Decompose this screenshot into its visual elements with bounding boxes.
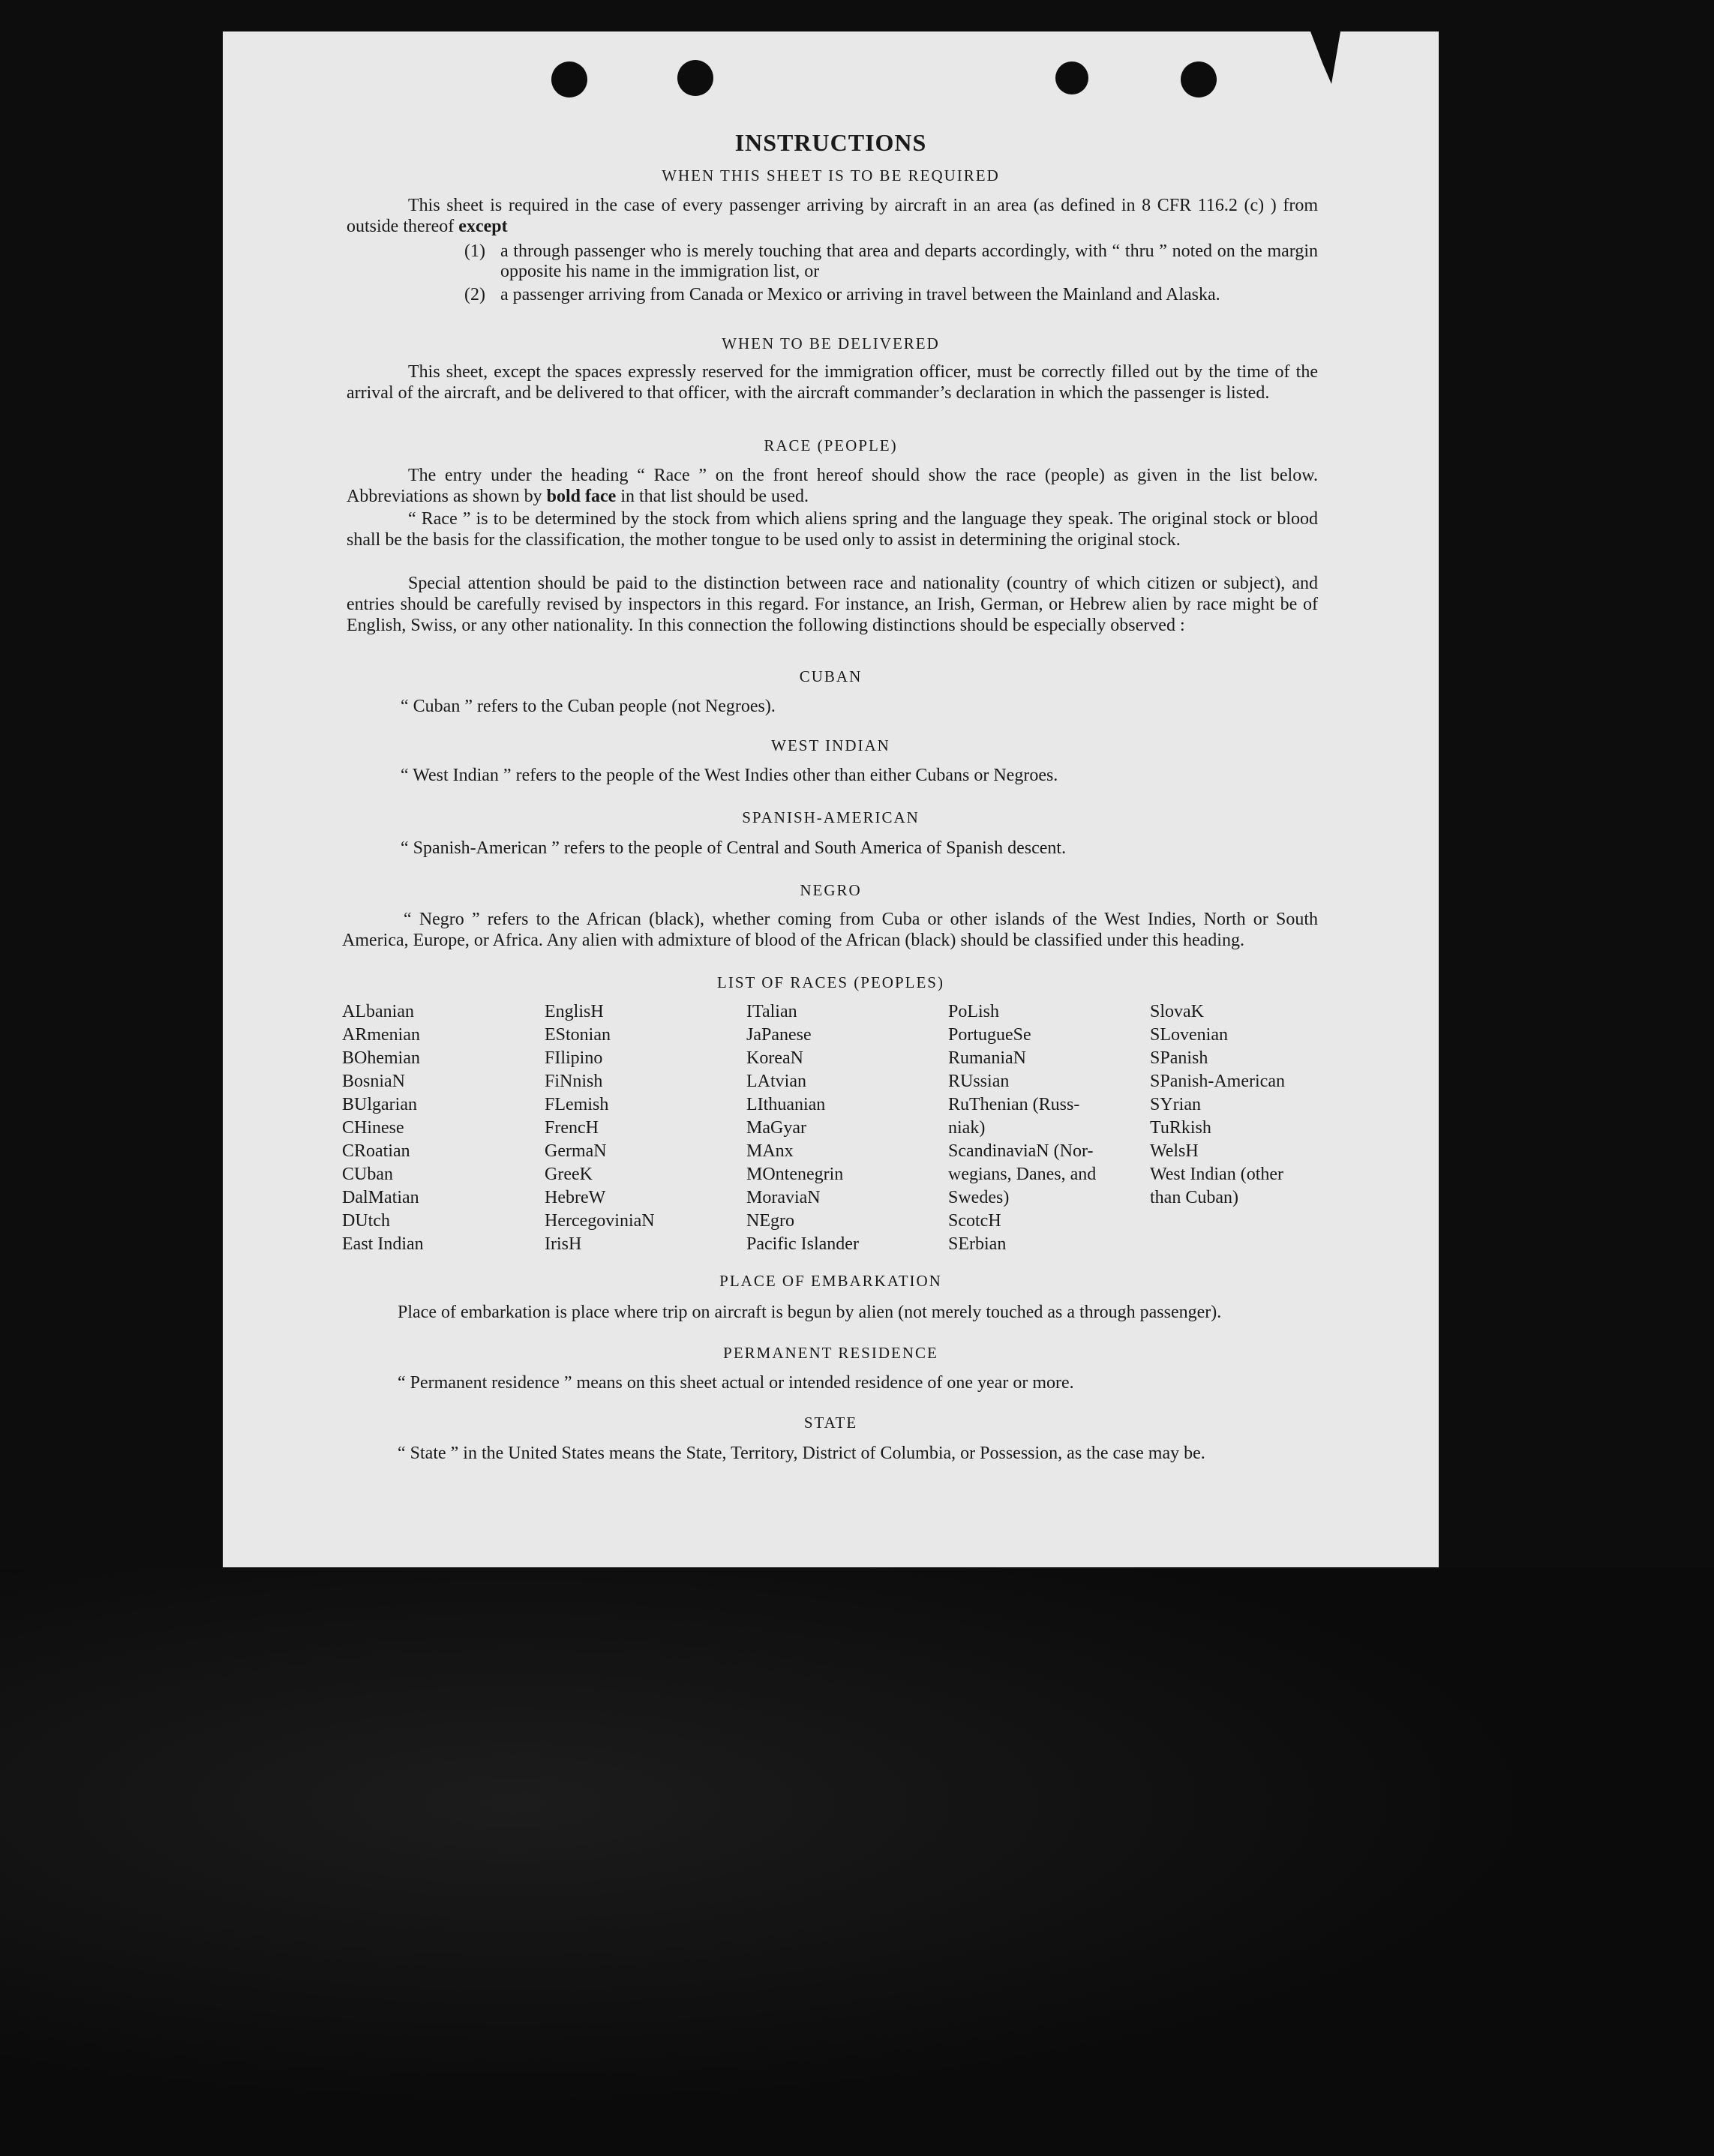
race-entry: MAnx <box>746 1141 794 1161</box>
race-list <box>342 1000 1317 1254</box>
heading-permanent-residence: PERMANENT RESIDENCE <box>723 1344 938 1362</box>
race-entry: NEgro <box>746 1211 794 1231</box>
race-entry: SPanish <box>1150 1048 1208 1068</box>
race-entry: BosniaN <box>342 1072 405 1091</box>
paper-tear <box>1310 31 1340 84</box>
race-entry: West Indian (other than Cuban) <box>1150 1165 1284 1207</box>
exception-item <box>464 285 1318 327</box>
heading-cuban: CUBAN <box>799 667 863 685</box>
race-entry: FLemish <box>545 1095 609 1114</box>
race-entry: JaPanese <box>746 1025 812 1045</box>
punch-hole <box>1181 61 1217 97</box>
race-entry: FiNnish <box>545 1072 603 1091</box>
race-entry: BOhemian <box>342 1048 420 1068</box>
scan-background <box>0 1567 1714 2156</box>
race-entry: RUssian <box>948 1072 1010 1091</box>
paragraph-place-of-embarkation: Place of embarkation is place where trip on aircraft is begun by alien (not merely touched as a through passenger). <box>398 1303 1222 1322</box>
race-entry: MaGyar <box>746 1118 806 1138</box>
race-entry: MoraviaN <box>746 1188 821 1207</box>
page-title: INSTRUCTIONS <box>734 129 927 156</box>
heading-list-of-races: LIST OF RACES (PEOPLES) <box>717 973 944 991</box>
heading-when-delivered: WHEN TO BE DELIVERED <box>722 334 940 352</box>
race-entry: SLovenian <box>1150 1025 1228 1045</box>
paragraph-when-delivered: This sheet, except the spaces expressly reserved for the immigration officer, must be correctly filled out by the time of the arrival of the aircraft, and be delivered to that officer, with the aircraft commander’s declaration in which the passenger is listed. <box>347 362 1318 403</box>
race-entry: ITalian <box>746 1002 797 1021</box>
paragraph-state: “ State ” in the United States means the State, Territory, District of Columbia, or Possession, as the case may be. <box>398 1444 1205 1463</box>
race-column <box>1150 1000 1322 1210</box>
race-column <box>342 1000 545 1256</box>
race-entry: BUlgarian <box>342 1095 417 1114</box>
race-entry: CRoatian <box>342 1141 410 1161</box>
race-entry: MOntenegrin <box>746 1165 844 1184</box>
punch-hole <box>1055 61 1088 94</box>
paragraph-permanent-residence: “ Permanent residence ” means on this sheet actual or intended residence of one year or more. <box>398 1373 1074 1393</box>
race-entry: SlovaK <box>1150 1002 1204 1021</box>
race-entry: ALbanian <box>342 1002 414 1021</box>
race-entry: East Indian <box>342 1234 424 1254</box>
race-entry: FIlipino <box>545 1048 603 1068</box>
race-entry: FrencH <box>545 1118 599 1138</box>
race-entry: PortugueSe <box>948 1025 1031 1045</box>
exception-text: a passenger arriving from Canada or Mexico or arriving in travel between the Mainland and Alaska. <box>500 285 1220 304</box>
race-entry: PoLish <box>948 1002 1000 1021</box>
race-entry: ScandinaviaN (Nor-wegians, Danes, and Swedes) <box>948 1141 1097 1207</box>
race-column <box>545 1000 747 1256</box>
heading-place-of-embarkation: PLACE OF EMBARKATION <box>719 1272 942 1290</box>
paragraph-race-1: The entry under the heading “ Race ” on the front hereof should show the race (people) as given in the list below. Abbreviations as shown by bold face in that list should be used. <box>347 466 1318 506</box>
heading-negro: NEGRO <box>800 881 862 899</box>
race-column <box>948 1000 1132 1256</box>
race-entry: WelsH <box>1150 1141 1199 1161</box>
race-entry: EnglisH <box>545 1002 604 1021</box>
exception-text: a through passenger who is merely touching that area and departs accordingly, with “ thru ” noted on the margin opposite his name in the immigration list, or <box>500 241 1318 281</box>
race-entry: TuRkish <box>1150 1118 1211 1138</box>
race-entry: Pacific Islander <box>746 1234 859 1254</box>
paragraph-race-3: Special attention should be paid to the distinction between race and nationality (country of which citizen or subject), and entries should be carefully revised by inspectors in this regard. For instance, an Irish, German, or Hebrew alien by race might be of English, Swiss, or any other nationality. In this connection the following distinctions should be especially observed : <box>347 574 1318 635</box>
race-entry: IrisH <box>545 1234 582 1254</box>
race-entry: HercegoviniaN <box>545 1211 655 1231</box>
race-entry: DalMatian <box>342 1188 419 1207</box>
race-entry: RuThenian (Russ-niak) <box>948 1095 1080 1138</box>
heading-when-required: WHEN THIS SHEET IS TO BE REQUIRED <box>662 166 1000 184</box>
race-entry: LAtvian <box>746 1072 806 1091</box>
paragraph-negro: “ Negro ” refers to the African (black), whether coming from Cuba or other islands of the West Indies, North or South America, Europe, or Africa. Any alien with admixture of blood of the African (black) should be classified under this heading. <box>342 910 1318 950</box>
race-entry: HebreW <box>545 1188 606 1207</box>
exception-item <box>464 241 1318 283</box>
paragraph-cuban: “ Cuban ” refers to the Cuban people (not Negroes). <box>401 697 776 716</box>
race-entry: KoreaN <box>746 1048 803 1068</box>
paragraph-spanish-american: “ Spanish-American ” refers to the people of Central and South America of Spanish descent. <box>401 838 1067 858</box>
heading-spanish-american: SPANISH-AMERICAN <box>742 808 920 826</box>
race-column <box>746 1000 949 1256</box>
paragraph-when-required: This sheet is required in the case of every passenger arriving by aircraft in an area (as defined in 8 CFR 116.2 (c) ) from outside thereof except <box>347 196 1318 236</box>
race-entry: SErbian <box>948 1234 1007 1254</box>
race-entry: SPanish-American <box>1150 1072 1285 1091</box>
race-entry: DUtch <box>342 1211 390 1231</box>
race-entry: ARmenian <box>342 1025 420 1045</box>
race-entry: ScotcH <box>948 1211 1001 1231</box>
exception-number: (1) <box>464 241 485 261</box>
race-entry: LIthuanian <box>746 1095 826 1114</box>
heading-race: RACE (PEOPLE) <box>764 436 898 454</box>
instruction-sheet <box>223 31 1439 1567</box>
punch-hole <box>677 60 713 96</box>
race-entry: SYrian <box>1150 1095 1201 1114</box>
heading-west-indian: WEST INDIAN <box>771 736 890 754</box>
punch-hole <box>551 61 587 97</box>
race-entry: GermaN <box>545 1141 607 1161</box>
race-entry: RumaniaN <box>948 1048 1026 1068</box>
heading-state: STATE <box>803 1414 858 1432</box>
race-entry: GreeK <box>545 1165 593 1184</box>
paragraph-race-2: “ Race ” is to be determined by the stock from which aliens spring and the language they speak. The original stock or blood shall be the basis for the classification, the mother tongue to be used only to assist in determining the original stock. <box>347 509 1318 550</box>
race-entry: CHinese <box>342 1118 404 1138</box>
race-entry: EStonian <box>545 1025 611 1045</box>
race-entry: CUban <box>342 1165 393 1184</box>
exception-number: (2) <box>464 285 485 304</box>
paragraph-west-indian: “ West Indian ” refers to the people of the West Indies other than either Cubans or Negroes. <box>401 766 1058 785</box>
